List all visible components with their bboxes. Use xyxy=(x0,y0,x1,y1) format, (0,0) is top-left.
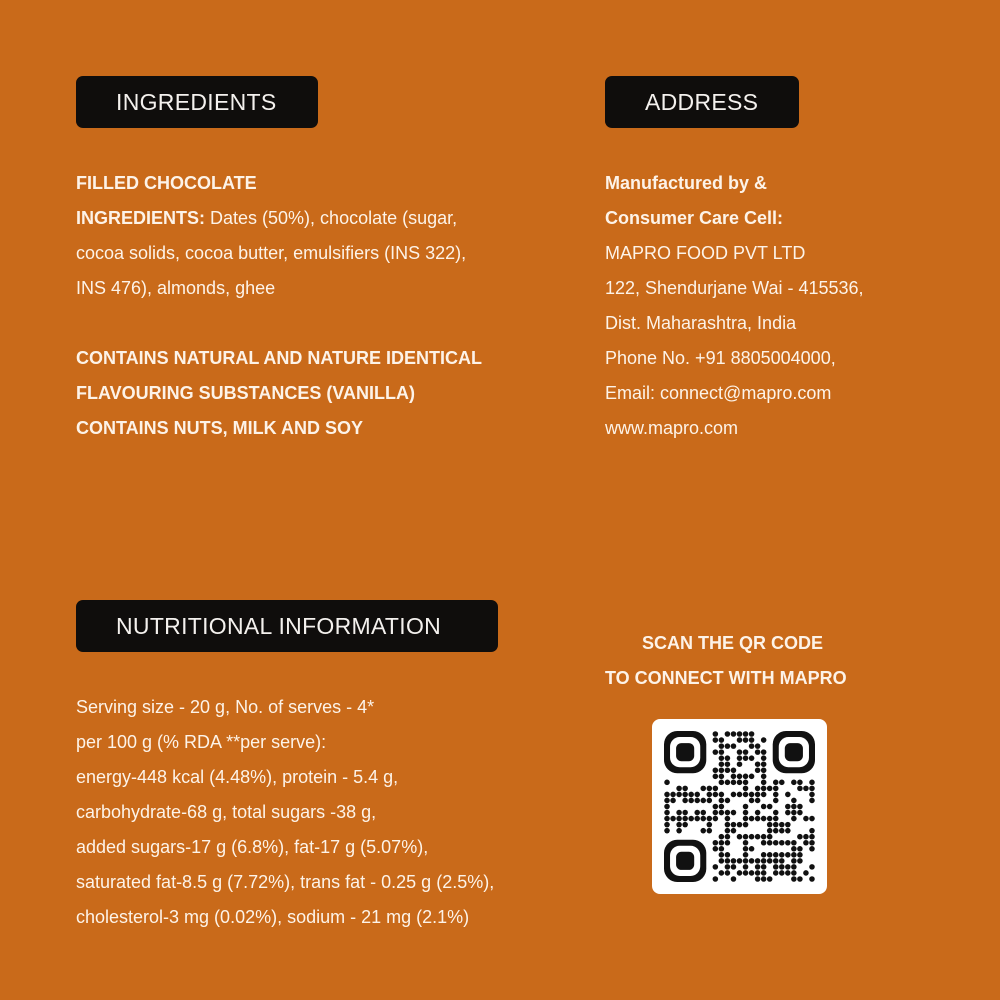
qr-finder-core xyxy=(676,852,694,870)
qr-module xyxy=(773,852,779,858)
qr-module xyxy=(719,737,725,743)
qr-module xyxy=(719,852,725,858)
qr-module xyxy=(707,798,713,804)
qr-module xyxy=(682,810,688,816)
qr-module xyxy=(682,798,688,804)
qr-module xyxy=(749,743,755,749)
qr-module xyxy=(755,870,761,876)
qr-module xyxy=(737,737,743,743)
qr-module xyxy=(664,810,670,816)
qr-module xyxy=(682,792,688,798)
qr-code[interactable] xyxy=(652,719,827,894)
nutrition-heading-text: NUTRITIONAL INFORMATION xyxy=(116,613,442,639)
qr-module xyxy=(725,755,731,761)
qr-module xyxy=(731,864,737,870)
ingredients-heading xyxy=(76,76,318,128)
qr-module xyxy=(682,786,688,792)
qr-module xyxy=(761,840,767,846)
qr-module xyxy=(682,816,688,822)
qr-module xyxy=(785,810,791,816)
qr-module xyxy=(755,798,761,804)
qr-module xyxy=(761,834,767,840)
address-phone: Phone No. +91 8805004000, xyxy=(605,348,836,368)
qr-module xyxy=(743,864,749,870)
qr-module xyxy=(761,816,767,822)
qr-module xyxy=(688,816,694,822)
qr-module xyxy=(809,846,815,852)
qr-module xyxy=(743,804,749,810)
qr-module xyxy=(713,810,719,816)
qr-module xyxy=(809,786,815,792)
qr-module xyxy=(743,816,749,822)
qr-module xyxy=(809,864,815,870)
qr-module xyxy=(749,798,755,804)
qr-module xyxy=(749,816,755,822)
qr-module xyxy=(719,755,725,761)
allergen-statement: CONTAINS NUTS, MILK AND SOY xyxy=(76,418,363,438)
ingredients-label: INGREDIENTS: xyxy=(76,208,206,228)
qr-module xyxy=(797,804,803,810)
qr-module xyxy=(785,870,791,876)
qr-module xyxy=(791,840,797,846)
nutrition-line: energy-448 kcal (4.48%), protein - 5.4 g, xyxy=(76,767,399,787)
qr-module xyxy=(743,834,749,840)
qr-module xyxy=(761,737,767,743)
qr-module xyxy=(797,852,803,858)
address-street: 122, Shendurjane Wai - 415536, xyxy=(605,278,864,298)
qr-module xyxy=(731,810,737,816)
address-heading xyxy=(605,76,799,128)
qr-module xyxy=(737,749,743,755)
qr-module xyxy=(785,822,791,828)
ingredients-list-line: cocoa solids, cocoa butter, emulsifiers (INS 322), xyxy=(76,243,467,263)
qr-module xyxy=(700,828,706,834)
qr-module xyxy=(725,731,731,737)
qr-module xyxy=(773,798,779,804)
qr-module xyxy=(676,822,682,828)
address-care-cell-label: Consumer Care Cell: xyxy=(605,208,784,228)
qr-module xyxy=(725,840,731,846)
qr-module xyxy=(773,780,779,786)
qr-module xyxy=(809,876,815,882)
nutrition-line: per 100 g (% RDA **per serve): xyxy=(76,732,327,752)
qr-module xyxy=(767,786,773,792)
qr-module xyxy=(725,798,731,804)
qr-module xyxy=(749,774,755,780)
qr-module xyxy=(670,792,676,798)
qr-module xyxy=(791,858,797,864)
qr-module xyxy=(707,786,713,792)
qr-module xyxy=(809,798,815,804)
qr-module xyxy=(719,840,725,846)
qr-module xyxy=(761,852,767,858)
qr-module xyxy=(785,840,791,846)
qr-module xyxy=(743,852,749,858)
qr-module xyxy=(743,731,749,737)
qr-module xyxy=(779,864,785,870)
qr-module xyxy=(809,792,815,798)
qr-module xyxy=(713,749,719,755)
qr-module xyxy=(688,798,694,804)
qr-module xyxy=(743,870,749,876)
qr-module xyxy=(713,731,719,737)
qr-finder-core xyxy=(785,743,803,761)
qr-module xyxy=(791,816,797,822)
qr-module xyxy=(676,810,682,816)
qr-module xyxy=(719,792,725,798)
qr-module xyxy=(785,852,791,858)
qr-module xyxy=(700,786,706,792)
qr-module xyxy=(719,846,725,852)
qr-module xyxy=(803,840,809,846)
qr-module xyxy=(719,804,725,810)
qr-finder-core xyxy=(676,743,694,761)
qr-module xyxy=(725,858,731,864)
qr-module xyxy=(749,846,755,852)
qr-module xyxy=(743,774,749,780)
qr-module xyxy=(791,870,797,876)
qr-module xyxy=(791,876,797,882)
qr-module xyxy=(779,858,785,864)
qr-module xyxy=(700,816,706,822)
qr-module xyxy=(773,822,779,828)
qr-module xyxy=(791,810,797,816)
qr-module xyxy=(725,822,731,828)
qr-module xyxy=(719,767,725,773)
qr-module xyxy=(670,816,676,822)
qr-module xyxy=(688,792,694,798)
qr-module xyxy=(707,792,713,798)
qr-module xyxy=(694,792,700,798)
qr-module xyxy=(797,858,803,864)
qr-module xyxy=(719,743,725,749)
qr-module xyxy=(737,834,743,840)
ingredients-text: Dates (50%), chocolate (sugar, xyxy=(205,208,458,228)
qr-module xyxy=(773,816,779,822)
qr-module xyxy=(743,792,749,798)
qr-module xyxy=(809,840,815,846)
qr-module xyxy=(779,840,785,846)
qr-module xyxy=(791,846,797,852)
qr-module xyxy=(676,792,682,798)
qr-module xyxy=(737,780,743,786)
qr-module xyxy=(713,876,719,882)
nutrition-heading xyxy=(76,600,498,652)
qr-module xyxy=(767,828,773,834)
qr-module xyxy=(707,816,713,822)
qr-module xyxy=(743,755,749,761)
qr-module xyxy=(761,864,767,870)
ingredients-heading-text: INGREDIENTS xyxy=(116,89,277,115)
qr-module xyxy=(761,774,767,780)
qr-module xyxy=(664,804,670,810)
qr-module xyxy=(707,822,713,828)
qr-module xyxy=(791,780,797,786)
qr-module xyxy=(749,834,755,840)
qr-module xyxy=(749,858,755,864)
qr-module xyxy=(767,804,773,810)
qr-module xyxy=(767,858,773,864)
qr-module xyxy=(785,828,791,834)
qr-module xyxy=(731,876,737,882)
ingredients-product-name: FILLED CHOCOLATE xyxy=(76,173,257,193)
qr-code-icon xyxy=(664,731,815,882)
qr-module xyxy=(755,816,761,822)
qr-module xyxy=(694,810,700,816)
address-company-name: MAPRO FOOD PVT LTD xyxy=(605,243,806,263)
qr-module xyxy=(761,780,767,786)
qr-module xyxy=(713,840,719,846)
qr-module xyxy=(670,798,676,804)
address-region: Dist. Maharashtra, India xyxy=(605,313,797,333)
qr-module xyxy=(725,810,731,816)
address-manufacturer-label: Manufactured by & xyxy=(605,173,768,193)
qr-module xyxy=(719,858,725,864)
qr-module xyxy=(761,870,767,876)
qr-module xyxy=(725,852,731,858)
qr-module xyxy=(713,792,719,798)
qr-module xyxy=(797,786,803,792)
qr-module xyxy=(676,828,682,834)
qr-module xyxy=(767,834,773,840)
qr-module xyxy=(676,816,682,822)
qr-module xyxy=(707,828,713,834)
flavour-statement: CONTAINS NATURAL AND NATURE IDENTICAL xyxy=(76,348,482,368)
qr-module xyxy=(713,864,719,870)
qr-module xyxy=(749,870,755,876)
qr-module xyxy=(731,792,737,798)
qr-module xyxy=(743,858,749,864)
qr-module xyxy=(767,816,773,822)
address-heading-text: ADDRESS xyxy=(645,89,759,115)
nutrition-line: saturated fat-8.5 g (7.72%), trans fat - 0.25 g (2.5%), xyxy=(76,872,495,892)
qr-module xyxy=(743,840,749,846)
qr-module xyxy=(719,798,725,804)
qr-caption-line1: SCAN THE QR CODE xyxy=(642,633,824,653)
qr-module xyxy=(725,870,731,876)
qr-module xyxy=(694,816,700,822)
qr-module xyxy=(755,743,761,749)
address-email: Email: connect@mapro.com xyxy=(605,383,832,403)
qr-module xyxy=(809,816,815,822)
qr-module xyxy=(755,876,761,882)
qr-module xyxy=(773,828,779,834)
qr-module xyxy=(737,858,743,864)
qr-module xyxy=(743,822,749,828)
qr-module xyxy=(713,786,719,792)
qr-module xyxy=(755,761,761,767)
qr-module xyxy=(743,749,749,755)
qr-module xyxy=(755,864,761,870)
qr-module xyxy=(809,780,815,786)
qr-module xyxy=(713,816,719,822)
qr-module xyxy=(797,876,803,882)
qr-module xyxy=(767,822,773,828)
qr-module xyxy=(755,749,761,755)
qr-module xyxy=(779,822,785,828)
qr-module xyxy=(725,743,731,749)
qr-module xyxy=(725,816,731,822)
nutrition-line: added sugars-17 g (6.8%), fat-17 g (5.07%), xyxy=(76,837,429,857)
qr-module xyxy=(791,804,797,810)
qr-module xyxy=(713,846,719,852)
nutrition-section xyxy=(76,690,494,935)
qr-module xyxy=(743,846,749,852)
qr-module xyxy=(737,792,743,798)
qr-module xyxy=(700,798,706,804)
qr-module xyxy=(719,774,725,780)
qr-module xyxy=(731,731,737,737)
qr-module xyxy=(809,828,815,834)
address-website: www.mapro.com xyxy=(605,418,739,438)
qr-module xyxy=(773,864,779,870)
nutrition-line: cholesterol-3 mg (0.02%), sodium - 21 mg (2.1%) xyxy=(76,907,470,927)
qr-module xyxy=(761,876,767,882)
qr-module xyxy=(803,834,809,840)
qr-module xyxy=(664,816,670,822)
address-section xyxy=(605,166,864,446)
qr-module xyxy=(664,780,670,786)
qr-module xyxy=(725,864,731,870)
qr-module xyxy=(767,876,773,882)
qr-module xyxy=(719,749,725,755)
nutrition-line: carbohydrate-68 g, total sugars -38 g, xyxy=(76,802,377,822)
qr-module xyxy=(803,816,809,822)
qr-module xyxy=(743,786,749,792)
qr-module xyxy=(743,780,749,786)
qr-module xyxy=(725,761,731,767)
qr-caption-line2: TO CONNECT WITH MAPRO xyxy=(605,668,847,688)
ingredients-section xyxy=(76,166,482,446)
qr-module xyxy=(797,846,803,852)
qr-module xyxy=(773,786,779,792)
qr-module xyxy=(664,822,670,828)
qr-module xyxy=(725,828,731,834)
qr-module xyxy=(785,864,791,870)
qr-module xyxy=(791,798,797,804)
qr-module xyxy=(755,792,761,798)
qr-module xyxy=(731,828,737,834)
qr-module xyxy=(749,731,755,737)
qr-module xyxy=(676,786,682,792)
flavour-statement: FLAVOURING SUBSTANCES (VANILLA) xyxy=(76,383,415,403)
qr-module xyxy=(755,767,761,773)
qr-module xyxy=(773,870,779,876)
qr-module xyxy=(761,804,767,810)
qr-module xyxy=(713,767,719,773)
qr-module xyxy=(797,810,803,816)
ingredients-list-line xyxy=(76,201,482,236)
qr-module xyxy=(761,767,767,773)
qr-module xyxy=(664,798,670,804)
qr-module xyxy=(713,737,719,743)
qr-module xyxy=(725,767,731,773)
qr-module xyxy=(797,834,803,840)
qr-module xyxy=(682,822,688,828)
qr-module xyxy=(791,864,797,870)
qr-module xyxy=(713,774,719,780)
qr-module xyxy=(749,792,755,798)
qr-module xyxy=(725,780,731,786)
qr-module xyxy=(773,810,779,816)
ingredients-list-line: INS 476), almonds, ghee xyxy=(76,278,276,298)
qr-module xyxy=(797,780,803,786)
qr-module xyxy=(809,834,815,840)
qr-module xyxy=(779,852,785,858)
qr-module xyxy=(773,792,779,798)
qr-module xyxy=(755,834,761,840)
qr-module xyxy=(803,870,809,876)
qr-module xyxy=(761,755,767,761)
qr-module xyxy=(743,737,749,743)
qr-module xyxy=(719,780,725,786)
qr-module xyxy=(731,780,737,786)
qr-module xyxy=(694,798,700,804)
qr-module xyxy=(761,749,767,755)
qr-module xyxy=(761,858,767,864)
qr-module xyxy=(785,804,791,810)
qr-module xyxy=(737,822,743,828)
qr-module xyxy=(719,810,725,816)
qr-module xyxy=(761,786,767,792)
qr-module xyxy=(755,858,761,864)
qr-module xyxy=(737,731,743,737)
qr-module xyxy=(749,755,755,761)
qr-module xyxy=(737,870,743,876)
qr-module xyxy=(719,761,725,767)
qr-module xyxy=(785,792,791,798)
qr-module xyxy=(737,774,743,780)
qr-module xyxy=(755,810,761,816)
qr-module xyxy=(737,755,743,761)
qr-module xyxy=(731,858,737,864)
qr-module xyxy=(761,761,767,767)
qr-module xyxy=(731,743,737,749)
qr-module xyxy=(737,761,743,767)
qr-module xyxy=(749,737,755,743)
qr-module xyxy=(719,834,725,840)
qr-module xyxy=(773,840,779,846)
qr-module xyxy=(791,852,797,858)
qr-module xyxy=(803,786,809,792)
qr-module xyxy=(713,804,719,810)
qr-module xyxy=(767,852,773,858)
qr-module xyxy=(743,810,749,816)
nutrition-line: Serving size - 20 g, No. of serves - 4* xyxy=(76,697,375,717)
qr-module xyxy=(773,858,779,864)
qr-module xyxy=(761,792,767,798)
qr-module xyxy=(755,786,761,792)
qr-module xyxy=(719,870,725,876)
qr-module xyxy=(767,840,773,846)
qr-module xyxy=(731,767,737,773)
qr-module xyxy=(731,774,737,780)
qr-module xyxy=(731,822,737,828)
qr-module xyxy=(779,780,785,786)
qr-module xyxy=(664,828,670,834)
qr-module xyxy=(779,870,785,876)
qr-module xyxy=(779,828,785,834)
qr-module xyxy=(664,792,670,798)
qr-module xyxy=(725,834,731,840)
qr-module xyxy=(700,810,706,816)
